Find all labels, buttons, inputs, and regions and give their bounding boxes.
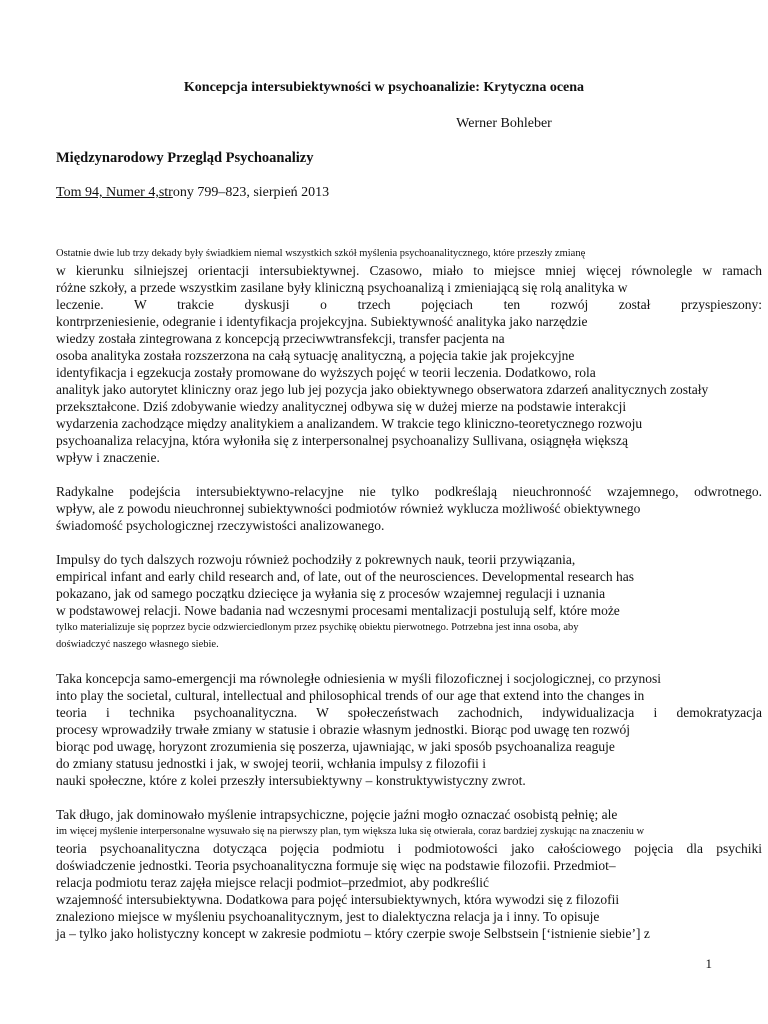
text-line: w kierunku silniejszej orientacji intersubiektywnej. Czasowo, miało to miejsce mniej więcej równolegle w ramach	[56, 263, 762, 278]
text-line: analityk jako autorytet kliniczny oraz jego lub jej pozycja jako obiektywnego obserwatora zdarzeń analitycznych zostały	[56, 382, 709, 397]
text-line: procesy wprowadziły trwałe zmiany w statusie i obrazie własnym jednostki. Biorąc pod uwagę ten rozwój	[56, 722, 630, 737]
text-line: nauki społeczne, które z kolei przeszły intersubiektywny – konstruktywistyczny zwrot.	[56, 773, 526, 788]
text-line: Impulsy do tych dalszych rozwoju również pochodziły z pokrewnych nauk, teorii przywiązania,	[56, 552, 576, 567]
volume-info-underlined: Tom 94, Numer 4,str	[56, 185, 173, 200]
paragraph	[56, 670, 762, 789]
paragraph-gap	[56, 534, 762, 551]
text-line: Taka koncepcja samo-emergencji ma równoległe odniesienia w myśli filozoficznej i socjologicznej, co przynosi	[56, 671, 661, 686]
text-line: świadomość psychologicznej rzeczywistości analizowanego.	[56, 518, 385, 533]
paragraph	[56, 245, 762, 466]
text-line: psychoanaliza relacyjna, która wyłoniła się z interpersonalnej psychoanalizy Sullivana, osiągnęła większą	[56, 433, 629, 448]
text-line: wpływ, ale z powodu nieuchronnej subiektywności podmiotów również wyklucza możliwość obiektywnego	[56, 501, 641, 516]
volume-info	[56, 185, 329, 201]
paragraph	[56, 483, 762, 534]
page-number: 1	[705, 956, 712, 971]
text-line: pokazano, jak od samego początku dziecięce ja wyłania się z procesów wzajemnej regulacji i uznania	[56, 586, 606, 601]
text-line: przekształcone. Dziś zdobywanie wiedzy analitycznej odbywa się w dużej mierze na podstawie interakcji	[56, 399, 627, 414]
volume-info-rest: ony 799–823, sierpień 2013	[172, 185, 330, 200]
text-line: Radykalne podejścia intersubiektywno-relacyjne nie tylko podkreślają nieuchronność wzajemnego, odwrotnego.	[56, 484, 762, 499]
body-text	[56, 245, 762, 942]
text-line: doświadczenie jednostki. Teoria psychoanalityczna formuje się więc na podstawie filozofii. Przedmiot–	[56, 858, 616, 873]
paragraph-gap	[56, 789, 762, 806]
paragraph	[56, 806, 762, 942]
text-line: tylko materializuje się poprzez bycie odzwierciedlonym przez psychikę obiektu pierwotnego. Potrzebna jest inna osoba, aby	[56, 622, 579, 633]
text-line: relacja podmiotu teraz zajęła miejsce relacji podmiot–przedmiot, aby podkreślić	[56, 875, 489, 890]
text-line: Tak długo, jak dominowało myślenie intrapsychiczne, pojęcie jaźni mogło oznaczać osobistą pełnię; ale	[56, 807, 618, 822]
text-line: identyfikacja i egzekucja zostały promowane do wyższych pojęć w teorii leczenia. Dodatkowo, rola	[56, 365, 596, 380]
text-line: znaleziono miejsce w myśleniu psychoanalitycznym, jest to dialektyczna relacja ja i inny. To opisuje	[56, 909, 600, 924]
text-line: kontrprzeniesienie, odegranie i identyfikacja projekcyjna. Subiektywność analityka jako narzędzie	[56, 314, 588, 329]
paragraph-gap	[56, 653, 762, 670]
journal-name: Międzynarodowy Przegląd Psychoanalizy	[56, 150, 314, 166]
text-line: wiedzy została zintegrowana z koncepcją przeciwwtransfekcji, transfer pacjenta na	[56, 331, 505, 346]
text-line: leczenie. W trakcie dyskusji o trzech pojęciach ten rozwój został przyspieszony:	[56, 297, 762, 312]
text-line: osoba analityka została rozszerzona na całą sytuację analityczną, a pojęcia takie jak projekcyjne	[56, 348, 575, 363]
text-line: empirical infant and early child research and, of late, out of the neurosciences. Developmental research has	[56, 569, 634, 584]
text-line: w podstawowej relacji. Nowe badania nad wczesnymi procesami mentalizacji postulują self, które może	[56, 603, 620, 618]
text-line: into play the societal, cultural, intellectual and philosophical trends of our age that extend into the changes in	[56, 688, 645, 703]
text-line: różne szkoły, a przede wszystkim zasilane były kliniczną psychoanalizą i zmieniającą się rolą analityka w	[56, 280, 628, 295]
text-line: Ostatnie dwie lub trzy dekady były świadkiem niemal wszystkich szkół myślenia psychoanalitycznego, które przeszły zmianę	[56, 248, 586, 259]
text-line: ja – tylko jako holistyczny koncept w zakresie podmiotu – który czerpie swoje Selbstsein [‘istnienie siebie’] z	[56, 926, 650, 941]
paragraph	[56, 551, 762, 653]
text-line: biorąc pod uwagę, horyzont zrozumienia się poszerza, ujawniając, w jaki sposób psychoanaliza reaguje	[56, 739, 615, 754]
text-line: wpływ i znaczenie.	[56, 450, 160, 465]
text-line: teoria i technika psychoanalityczna. W społeczeństwach zachodnich, indywidualizacja i demokratyzacja	[56, 705, 762, 720]
text-line: teoria psychoanalityczna dotycząca pojęcia podmiotu i podmiotowości jako całościowego pojęcia dla psychiki	[56, 841, 762, 856]
document-title: Koncepcja intersubiektywności w psychoanalizie: Krytyczna ocena	[183, 80, 585, 95]
text-line: do zmiany statusu jednostki i jak, w swojej teorii, wchłania impulsy z filozofii i	[56, 756, 487, 771]
text-line: doświadczyć naszego własnego siebie.	[56, 639, 219, 650]
paragraph-gap	[56, 466, 762, 483]
text-line: wydarzenia zachodzące między analitykiem a analizandem. W trakcie tego kliniczno-teoretycznego rozwoju	[56, 416, 643, 431]
text-line: wzajemność intersubiektywna. Dodatkowa para pojęć intersubiektywnych, która wywodzi się z filozofii	[56, 892, 620, 907]
author-name: Werner Bohleber	[456, 116, 552, 131]
text-line: im więcej myślenie interpersonalne wysuwało się na pierwszy plan, tym większa luka się otwierała, coraz bardziej zyskując na znaczeniu w	[56, 826, 645, 837]
